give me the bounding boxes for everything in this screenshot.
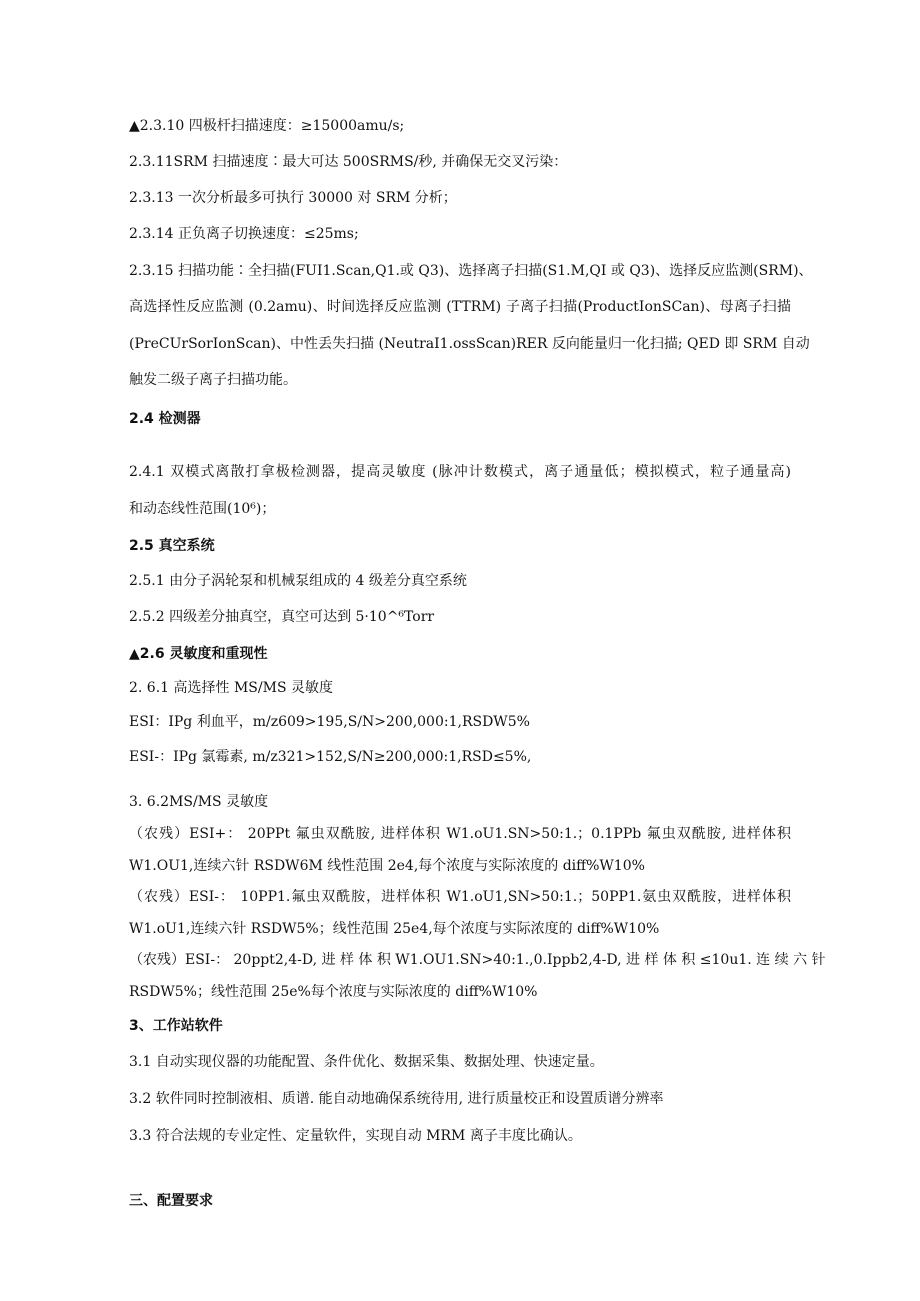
spec-srm-count: 2.3.13 一次分析最多可执行 30000 对 SRM 分析； bbox=[129, 190, 457, 206]
section-heading-vacuum: 2.5 真空系统 bbox=[129, 538, 215, 554]
spec-polarity-switch: 2.3.14 正负离子切换速度：≤25ms; bbox=[129, 226, 359, 242]
spec-pesticide-esi-neg-line-2: W1.oU1,连续六针 RSDW5%；线性范围 25e4,每个浓度与实际浓度的 diff%W10% bbox=[129, 921, 660, 937]
section-heading-detector: 2.4 检测器 bbox=[129, 411, 201, 427]
spec-esi-positive: ESI：IPg 利血平，m/z609>195,S∕N>200,000:1,RSDW5% bbox=[129, 714, 530, 730]
spec-scan-functions-line-1: 2.3.15 扫描功能∶全扫描(FUI1.Scan,Q1.或 Q3)、选择离子扫描(S1.M,QI 或 Q3)、选择反应监测(SRM)、 bbox=[129, 263, 813, 279]
spec-vacuum-stages: 2.5.1 由分子涡轮泵和机械泵组成的 4 级差分真空系统 bbox=[129, 573, 467, 589]
spec-software-3-3: 3.3 符合法规的专业定性、定量软件，实现自动 MRM 离子丰度比确认。 bbox=[129, 1128, 582, 1144]
spec-srm-scan-speed: 2.3.11SRM 扫描速度∶最大可达 500SRMS/秒, 并确保无交叉污染： bbox=[129, 154, 568, 170]
spec-scan-functions-line-2: 高选择性反应监测 (0.2amu)、时间选择反应监测 (TTRM) 子离子扫描(ProductIonSCan)、母离子扫描 bbox=[129, 299, 791, 315]
spec-pesticide-24d-line-1: （农残）ESI-： 20ppt2,4-D, 进 样 体 积 W1.OU1.SN>40:1.,0.Ippb2,4-D, 进 样 体 积 ≤10u1. 连 续 六 针 bbox=[129, 952, 826, 968]
section-heading-sensitivity: ▲2.6 灵敏度和重现性 bbox=[129, 646, 268, 662]
section-heading-software: 3、工作站软件 bbox=[129, 1018, 223, 1034]
spec-software-3-1: 3.1 自动实现仪器的功能配置、条件优化、数据采集、数据处理、快速定量。 bbox=[129, 1054, 604, 1070]
spec-detector-line-2: 和动态线性范围(10⁶)； bbox=[129, 501, 276, 517]
spec-pesticide-24d-line-2: RSDW5%；线性范围 25e%每个浓度与实际浓度的 diff%W10% bbox=[129, 984, 538, 1000]
spec-detector-line-1: 2.4.1 双模式离散打拿极检测器，提高灵敏度 (脉冲计数模式，离子通量低；模拟模式，粒子通量高) bbox=[129, 464, 791, 480]
spec-scan-functions-line-3: (PreCUrSorIonScan)、中性丢失扫描 (NeutraI1.ossScan)RER 反向能量归一化扫描; QED 即 SRM 自动 bbox=[129, 336, 810, 352]
spec-msms-high-selectivity: 2. 6.1 高选择性 MS/MS 灵敏度 bbox=[129, 680, 333, 696]
spec-quadrupole-scan-speed: ▲2.3.10 四极杆扫描速度：≥15000amu∕s; bbox=[129, 118, 405, 134]
spec-pesticide-esi-neg-line-1: （农残）ESI-： 10PP1.氟虫双酰胺，进样体积 W1.oU1,SN>50:1.；50PP1.氨虫双酰胺，进样体积 bbox=[129, 889, 791, 905]
spec-esi-negative: ESI-：IPg 氯霉素, m/z321>152,S∕N≥200,000:1,RSD≤5%, bbox=[129, 749, 532, 765]
spec-scan-functions-line-4: 触发二级子离子扫描功能。 bbox=[129, 372, 297, 388]
spec-pesticide-esi-pos-line-2: W1.OU1,连续六针 RSDW6M 线性范围 2e4,每个浓度与实际浓度的 diff%W10% bbox=[129, 858, 645, 874]
spec-pesticide-esi-pos-line-1: （农残）ESI+： 20PPt 氟虫双酰胺, 进样体积 W1.oU1.SN>50:1.；0.1PPb 氟虫双酰胺, 进样体积 bbox=[129, 826, 791, 842]
spec-msms-sensitivity: 3. 6.2MS/MS 灵敏度 bbox=[129, 794, 269, 810]
spec-software-3-2: 3.2 软件同时控制液相、质谱. 能自动地确保系统待用, 进行质量校正和设置质谱分辨率 bbox=[129, 1091, 664, 1107]
spec-vacuum-level: 2.5.2 四级差分抽真空，真空可达到 5·10^⁶Torr bbox=[129, 609, 435, 625]
section-heading-configuration: 三、配置要求 bbox=[129, 1193, 213, 1209]
